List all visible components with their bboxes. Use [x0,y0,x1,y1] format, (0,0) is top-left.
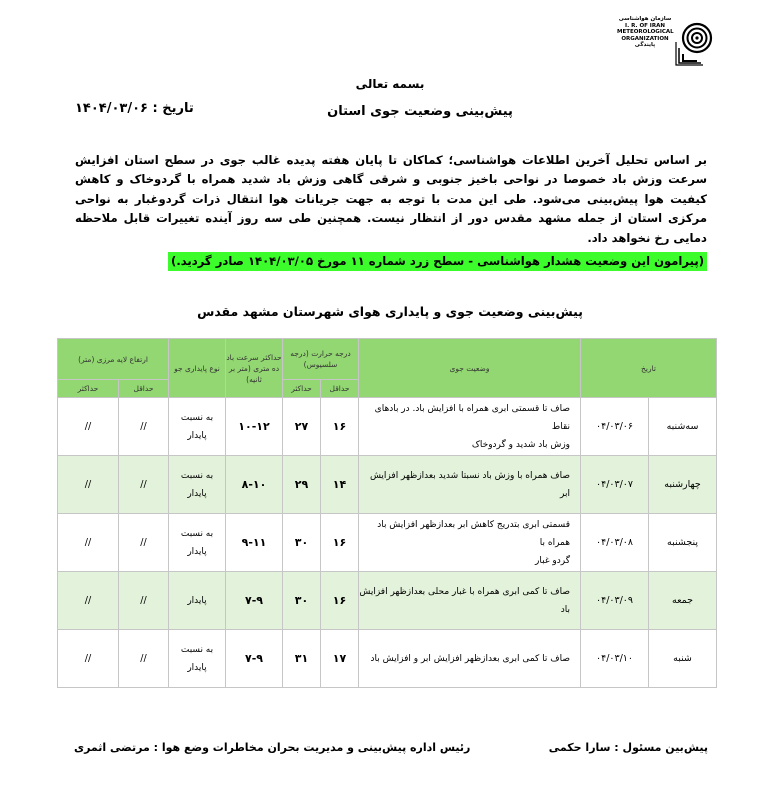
cell-date [581,514,649,572]
bismillah: بسمه تعالی [355,77,425,91]
cell-date [581,398,649,456]
cell-boundary-max [58,514,119,572]
header-date: تاریخ [581,339,717,398]
cell-stability-line: به نسبت [180,412,214,423]
cell-wind [226,514,283,572]
cell-boundary-max-line: // [84,479,92,490]
cell-date-line: ۰۴/۰۳/۰۷ [596,479,634,490]
header-weather: وضعیت جوی [359,339,581,398]
header-boundary-layer: ارتفاع لایه مرزی (متر) [58,339,169,380]
cell-wind-line: ۷-۹ [245,652,263,665]
cell-boundary-min-line: // [140,653,147,664]
cell-temp-max-line: ۳۰ [294,594,309,607]
cell-boundary-max-line: // [84,537,92,548]
cell-temp-min [321,630,359,688]
header-temp-max: حداکثر [283,380,321,398]
cell-stability-line: پایدار [187,488,207,499]
logo-emblem-icon [597,14,715,66]
cell-day-line: چهارشنبه [664,479,701,490]
cell-weather-line: وزش باد شدید و گردوخاک [471,439,571,450]
header-temp-min: حداقل [321,380,359,398]
cell-boundary-max-line: // [84,595,92,606]
logo-line: ORGANIZATION [621,35,669,42]
cell-wind [226,630,283,688]
cell-stability-line: پایدار [187,595,207,606]
cell-day-line: شنبه [673,653,692,664]
cell-weather-line: صاف تا کمی ابری بعدازظهر افزایش ابر و افزایش باد [370,653,571,664]
forecaster-signature: پیش‌بین مسئول : سارا حکمی [548,741,708,754]
cell-stability [169,630,226,688]
header-wind: حداکثر سرعت باد ده متری (متر بر ثانیه) [226,339,283,398]
cell-temp-max [283,514,321,572]
cell-boundary-min [119,398,169,456]
cell-boundary-max-line: // [84,421,92,432]
cell-date [581,572,649,630]
cell-temp-max-line: ۲۷ [294,420,309,433]
cell-stability-line: پایدار [187,546,207,557]
cell-stability [169,572,226,630]
cell-day [649,572,717,630]
cell-weather [359,398,581,456]
cell-boundary-min-line: // [140,479,147,490]
cell-weather-line: صاف همراه با وزش باد نسبتا شدید بعدازظهر افزایش ابر [369,470,571,499]
table-row [58,514,717,572]
cell-temp-min-line: ۱۶ [332,594,347,607]
cell-temp-min-line: ۱۶ [332,420,347,433]
cell-temp-max [283,398,321,456]
cell-date-line: ۰۴/۰۳/۰۶ [596,421,634,432]
warning-highlight: (پیرامون این وضعیت هشدار هواشناسی - سطح زرد شماره ۱۱ مورخ ۱۴۰۴/۰۳/۰۵ صادر گردید.) [168,252,707,271]
cell-temp-max-line: ۳۰ [294,536,309,549]
cell-boundary-max-line: // [84,653,92,664]
table-row [58,572,717,630]
table-row [58,630,717,688]
cell-weather-line: گردو غبار [535,555,571,566]
cell-stability-line: پایدار [187,430,207,441]
header-boundary-min: حداقل [119,380,169,398]
cell-temp-min-line: ۱۴ [332,478,347,491]
cell-boundary-min [119,572,169,630]
cell-date-line: ۰۴/۰۳/۰۸ [596,537,634,548]
header-stability: نوع پایداری جو [169,339,226,398]
date-value: ۱۴۰۴/۰۳/۰۶ [75,101,148,116]
cell-stability [169,398,226,456]
cell-wind [226,456,283,514]
cell-boundary-min [119,630,169,688]
cell-stability [169,456,226,514]
cell-boundary-max [58,398,119,456]
cell-day [649,398,717,456]
table-title: پیش‌بینی وضعیت جوی و پایداری هوای شهرستان مشهد مقدس [197,304,583,319]
cell-wind-line: ۸-۱۰ [241,478,267,491]
cell-temp-max [283,456,321,514]
cell-weather [359,514,581,572]
header-temperature: درجه حرارت (درجه سلسیوس) [283,339,359,380]
cell-date [581,630,649,688]
department-head-signature: رئیس اداره پیش‌بینی و مدیریت بحران مخاطرات وضع هوا : مرتضی اثمری [74,741,471,754]
cell-stability [169,514,226,572]
page-title: پیش‌بینی وضعیت جوی استان [327,104,513,119]
cell-boundary-max [58,630,119,688]
cell-date [581,456,649,514]
cell-day-line: جمعه [671,595,694,606]
table-row [58,398,717,456]
cell-wind-line: ۱۰-۱۲ [238,420,270,433]
table-row [58,456,717,514]
table-header-row [58,339,717,380]
cell-date-line: ۰۴/۰۳/۱۰ [596,653,634,664]
cell-wind [226,398,283,456]
date-line [75,101,194,116]
cell-weather-line: صاف تا کمی ابری همراه با غبار محلی بعدازظهر افزایش باد [359,586,571,615]
cell-temp-max [283,630,321,688]
cell-stability-line: به نسبت [180,644,214,655]
cell-temp-min-line: ۱۷ [332,652,347,665]
cell-boundary-min-line: // [140,421,147,432]
cell-wind [226,572,283,630]
cell-wind-line: ۹-۱۱ [241,536,267,549]
logo-line: METEOROLOGICAL [617,29,674,35]
cell-boundary-min-line: // [140,537,147,548]
cell-temp-min-line: ۱۶ [332,536,347,549]
cell-date-line: ۰۴/۰۳/۰۹ [596,595,634,606]
cell-boundary-max [58,456,119,514]
logo-line: I. R. OF IRAN [625,22,665,29]
cell-boundary-min [119,514,169,572]
cell-temp-min [321,456,359,514]
cell-temp-min [321,572,359,630]
cell-day [649,514,717,572]
logo-line: سازمان هواشناسی [618,16,672,22]
cell-stability-line: به نسبت [180,470,214,481]
cell-day [649,456,717,514]
date-label: تاریخ : [152,101,194,116]
header-boundary-max: حداکثر [58,380,119,398]
cell-temp-max-line: ۳۱ [294,652,309,665]
cell-day-line: پنجشنبه [667,537,698,548]
cell-weather-line: صاف تا قسمتی ابری همراه با افزایش باد. در بادهای نقاط [374,403,571,432]
forecast-table [57,338,717,688]
cell-weather-line: قسمتی ابری بتدریج کاهش ابر بعدازظهر افزایش باد همراه با [377,519,571,548]
cell-temp-max [283,572,321,630]
logo-motto: پایندگی [634,42,656,48]
cell-boundary-max [58,572,119,630]
cell-weather [359,630,581,688]
cell-stability-line: پایدار [187,662,207,673]
cell-boundary-min [119,456,169,514]
cell-boundary-min-line: // [140,595,147,606]
cell-temp-min [321,398,359,456]
cell-temp-min [321,514,359,572]
cell-stability-line: به نسبت [180,528,214,539]
cell-wind-line: ۷-۹ [245,594,263,607]
organization-logo [597,14,715,66]
forecast-paragraph: بر اساس تحلیل آخرین اطلاعات هواشناسی؛ کماکان تا پایان هفته پدیده غالب جوی در سطح استان افزایش سرعت وزش باد خصوصا در نواحی باخیز جنوبی و شرقی گاهی وزش باد شدید همراه با گردوخاک و کاهش کیفیت هوا پیش‌بینی می‌شود. طی این مدت با توجه به جهت جریانات هوا انتقال ذرات گردوغبار به نواحی مرکزی استان از جمله مشهد مقدس دور از انتظار نیست. همچنین طی سه روز آینده تغییرات قابل ملاحظه دمایی رخ نخواهد داد. [75,153,707,245]
cell-weather [359,572,581,630]
cell-day [649,630,717,688]
cell-weather [359,456,581,514]
cell-day-line: سه‌شنبه [666,421,699,432]
cell-temp-max-line: ۲۹ [294,478,309,491]
